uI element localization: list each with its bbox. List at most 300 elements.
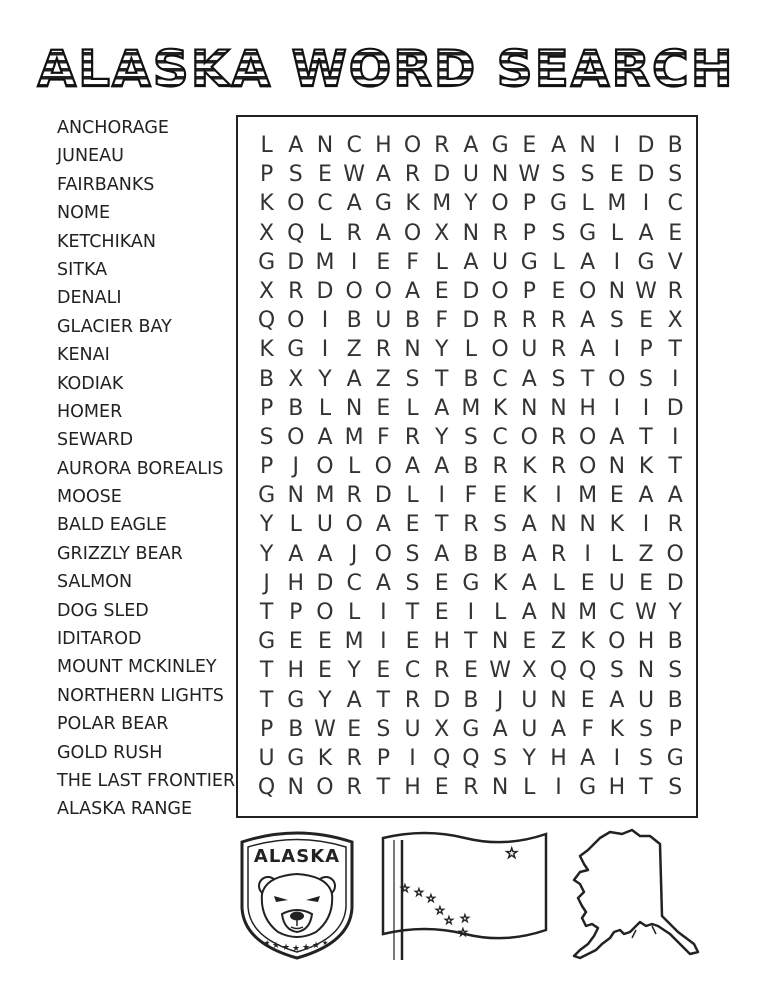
grid-letter[interactable]: O xyxy=(287,424,305,450)
grid-letter[interactable]: Q xyxy=(287,220,305,246)
grid-letter[interactable]: G xyxy=(258,249,276,275)
grid-letter[interactable]: E xyxy=(434,775,449,801)
grid-letter[interactable]: N xyxy=(287,775,305,801)
grid-letter[interactable]: S xyxy=(493,745,508,771)
grid-letter[interactable]: Q xyxy=(257,308,276,334)
grid-letter[interactable]: M xyxy=(461,395,481,421)
grid-letter[interactable]: Y xyxy=(668,600,682,625)
grid-letter[interactable]: D xyxy=(462,308,480,334)
grid-letter[interactable]: K xyxy=(492,395,508,421)
grid-letter[interactable]: D xyxy=(433,162,451,188)
grid-letter[interactable]: C xyxy=(346,133,362,158)
grid-letter[interactable]: O xyxy=(374,541,392,567)
grid-letter[interactable]: S xyxy=(405,570,420,596)
grid-letter[interactable]: L xyxy=(610,541,623,567)
grid-letter[interactable]: U xyxy=(608,570,625,596)
grid-letter[interactable]: S xyxy=(639,366,654,392)
grid-letter[interactable]: P xyxy=(289,600,303,625)
grid-letter[interactable]: I xyxy=(409,745,416,771)
grid-letter[interactable]: E xyxy=(318,162,332,188)
grid-letter[interactable]: S xyxy=(551,220,566,246)
grid-letter[interactable]: S xyxy=(405,366,420,392)
grid-letter[interactable]: T xyxy=(259,658,274,684)
grid-letter[interactable]: L xyxy=(435,249,448,275)
grid-letter[interactable]: K xyxy=(609,512,625,538)
grid-letter[interactable]: F xyxy=(581,716,594,742)
grid-letter[interactable]: N xyxy=(404,337,421,363)
grid-letter[interactable]: G xyxy=(549,191,567,217)
grid-letter[interactable]: H xyxy=(550,745,567,771)
grid-letter[interactable]: C xyxy=(667,191,683,217)
grid-letter[interactable]: W xyxy=(635,278,657,304)
grid-letter[interactable]: P xyxy=(522,220,536,246)
grid-letter[interactable]: X xyxy=(667,308,683,334)
grid-letter[interactable]: I xyxy=(642,395,650,421)
grid-letter[interactable]: U xyxy=(521,716,538,742)
grid-letter[interactable]: G xyxy=(491,133,509,158)
grid-letter[interactable]: Y xyxy=(522,745,536,771)
grid-letter[interactable]: F xyxy=(464,483,478,509)
grid-letter[interactable]: I xyxy=(613,395,621,421)
grid-letter[interactable]: S xyxy=(668,775,683,801)
grid-letter[interactable]: A xyxy=(521,366,537,392)
grid-letter[interactable]: W xyxy=(489,658,511,684)
grid-letter[interactable]: E xyxy=(288,629,303,655)
grid-letter[interactable]: N xyxy=(287,483,305,509)
grid-letter[interactable]: Y xyxy=(434,337,449,363)
grid-letter[interactable]: C xyxy=(404,658,421,684)
grid-letter[interactable]: E xyxy=(551,278,566,304)
grid-letter[interactable]: Z xyxy=(346,337,362,363)
grid-letter[interactable]: R xyxy=(492,308,508,334)
grid-letter[interactable]: G xyxy=(287,337,305,363)
grid-letter[interactable]: L xyxy=(348,454,361,480)
grid-letter[interactable]: R xyxy=(434,133,450,158)
grid-letter[interactable]: R xyxy=(550,337,567,363)
grid-letter[interactable]: W xyxy=(635,600,657,625)
grid-letter[interactable]: N xyxy=(462,220,480,246)
grid-letter[interactable]: M xyxy=(344,629,364,655)
grid-letter[interactable]: H xyxy=(579,395,596,421)
grid-letter[interactable]: I xyxy=(584,541,591,567)
grid-letter[interactable]: R xyxy=(667,278,683,304)
grid-letter[interactable]: Y xyxy=(259,512,274,538)
grid-letter[interactable]: R xyxy=(463,775,479,801)
grid-letter[interactable]: P xyxy=(522,278,536,304)
grid-letter[interactable]: G xyxy=(579,775,597,801)
grid-letter[interactable]: K xyxy=(405,191,420,217)
grid-letter[interactable]: N xyxy=(491,629,509,655)
grid-letter[interactable]: T xyxy=(259,687,274,713)
grid-letter[interactable]: L xyxy=(523,775,536,801)
grid-letter[interactable]: D xyxy=(287,249,305,275)
grid-letter[interactable]: G xyxy=(374,191,392,217)
grid-letter[interactable]: E xyxy=(609,162,624,188)
grid-letter[interactable]: N xyxy=(345,395,363,421)
grid-letter[interactable]: M xyxy=(578,600,598,625)
grid-letter[interactable]: N xyxy=(316,133,334,158)
grid-letter[interactable]: C xyxy=(346,570,362,596)
grid-letter[interactable]: A xyxy=(463,249,479,275)
grid-letter[interactable]: E xyxy=(463,658,478,684)
grid-letter[interactable]: S xyxy=(376,716,391,742)
grid-letter[interactable]: Q xyxy=(462,745,480,771)
grid-letter[interactable]: A xyxy=(288,133,304,158)
grid-letter[interactable]: B xyxy=(346,308,362,334)
grid-letter[interactable]: Q xyxy=(433,745,451,771)
grid-letter[interactable]: O xyxy=(287,191,305,217)
grid-letter[interactable]: L xyxy=(260,133,273,158)
grid-letter[interactable]: R xyxy=(404,162,421,188)
grid-letter[interactable]: S xyxy=(259,424,274,450)
grid-letter[interactable]: A xyxy=(375,512,391,538)
grid-letter[interactable]: U xyxy=(375,308,392,334)
grid-letter[interactable]: E xyxy=(522,629,537,655)
grid-letter[interactable]: U xyxy=(404,716,421,742)
grid-letter[interactable]: N xyxy=(550,600,567,625)
grid-letter[interactable]: O xyxy=(403,220,422,246)
grid-letter[interactable]: P xyxy=(259,395,274,421)
grid-letter[interactable]: O xyxy=(520,424,538,450)
grid-letter[interactable]: A xyxy=(346,191,362,217)
grid-letter[interactable]: B xyxy=(288,395,304,421)
grid-letter[interactable]: L xyxy=(464,337,478,363)
grid-letter[interactable]: K xyxy=(609,716,625,742)
grid-letter[interactable]: R xyxy=(550,454,567,480)
grid-letter[interactable]: Q xyxy=(549,658,568,684)
grid-letter[interactable]: L xyxy=(318,220,332,246)
grid-letter[interactable]: G xyxy=(579,220,597,246)
grid-letter[interactable]: D xyxy=(374,483,392,509)
grid-letter[interactable]: D xyxy=(666,570,684,596)
grid-letter[interactable]: O xyxy=(666,541,684,567)
grid-letter[interactable]: T xyxy=(639,424,653,450)
grid-letter[interactable]: A xyxy=(609,424,625,450)
grid-letter[interactable]: R xyxy=(434,658,450,684)
grid-letter[interactable]: X xyxy=(259,220,275,246)
grid-letter[interactable]: N xyxy=(521,395,538,421)
grid-letter[interactable]: L xyxy=(406,395,419,421)
grid-letter[interactable]: P xyxy=(522,191,536,217)
grid-letter[interactable]: G xyxy=(287,745,305,771)
grid-letter[interactable]: A xyxy=(580,249,596,275)
grid-letter[interactable]: L xyxy=(348,600,361,625)
grid-letter[interactable]: X xyxy=(521,658,537,684)
grid-letter[interactable]: C xyxy=(609,600,625,625)
grid-letter[interactable]: L xyxy=(552,249,565,275)
grid-letter[interactable]: S xyxy=(551,366,566,392)
grid-letter[interactable]: O xyxy=(316,775,334,801)
grid-letter[interactable]: K xyxy=(522,483,537,509)
grid-letter[interactable]: N xyxy=(579,512,596,538)
grid-letter[interactable]: A xyxy=(434,454,450,480)
grid-letter[interactable]: T xyxy=(580,366,595,392)
grid-letter[interactable]: E xyxy=(376,658,391,684)
grid-letter[interactable]: B xyxy=(463,687,479,713)
grid-letter[interactable]: R xyxy=(463,512,479,538)
grid-letter[interactable]: E xyxy=(347,716,362,742)
grid-letter[interactable]: O xyxy=(403,133,422,158)
grid-letter[interactable]: F xyxy=(406,249,419,275)
grid-letter[interactable]: I xyxy=(613,745,621,771)
grid-letter[interactable]: S xyxy=(463,424,478,450)
grid-letter[interactable]: B xyxy=(463,366,479,392)
grid-letter[interactable]: M xyxy=(344,424,364,450)
grid-letter[interactable]: A xyxy=(667,483,683,509)
grid-letter[interactable]: M xyxy=(315,249,335,275)
grid-letter[interactable]: G xyxy=(666,745,684,771)
grid-letter[interactable]: O xyxy=(374,454,392,480)
grid-letter[interactable]: E xyxy=(580,570,595,596)
grid-letter[interactable]: U xyxy=(637,687,655,713)
grid-letter[interactable]: G xyxy=(287,687,305,713)
grid-letter[interactable]: R xyxy=(550,308,567,334)
grid-letter[interactable]: H xyxy=(287,570,305,596)
grid-letter[interactable]: T xyxy=(376,775,391,801)
grid-letter[interactable]: A xyxy=(580,337,596,363)
grid-letter[interactable]: O xyxy=(578,454,597,480)
grid-letter[interactable]: H xyxy=(404,775,421,801)
grid-letter[interactable]: I xyxy=(555,483,562,509)
grid-letter[interactable]: I xyxy=(380,600,387,625)
grid-letter[interactable]: O xyxy=(316,600,334,625)
grid-letter[interactable]: I xyxy=(438,483,445,509)
grid-letter[interactable]: U xyxy=(521,337,538,363)
grid-letter[interactable]: M xyxy=(578,483,598,509)
grid-letter[interactable]: Z xyxy=(550,629,566,655)
grid-letter[interactable]: E xyxy=(609,483,624,509)
grid-letter[interactable]: E xyxy=(493,483,508,509)
grid-letter[interactable]: E xyxy=(639,570,653,596)
grid-letter[interactable]: B xyxy=(288,716,304,742)
grid-letter[interactable]: L xyxy=(406,483,419,509)
grid-letter[interactable]: E xyxy=(318,629,332,655)
grid-letter[interactable]: W xyxy=(343,162,366,188)
grid-letter[interactable]: K xyxy=(317,745,333,771)
grid-letter[interactable]: P xyxy=(668,716,682,742)
grid-letter[interactable]: A xyxy=(580,308,596,334)
grid-letter[interactable]: E xyxy=(376,395,391,421)
grid-letter[interactable]: A xyxy=(375,570,391,596)
grid-letter[interactable]: O xyxy=(608,366,626,392)
grid-letter[interactable]: O xyxy=(287,308,305,334)
grid-letter[interactable]: M xyxy=(432,191,452,217)
grid-letter[interactable]: A xyxy=(580,745,596,771)
grid-letter[interactable]: Y xyxy=(464,191,478,217)
grid-letter[interactable]: E xyxy=(376,249,391,275)
grid-letter[interactable]: B xyxy=(404,308,421,334)
grid-letter[interactable]: R xyxy=(346,220,362,246)
grid-letter[interactable]: E xyxy=(405,512,420,538)
grid-letter[interactable]: C xyxy=(317,191,333,217)
grid-letter[interactable]: S xyxy=(639,716,654,742)
grid-letter[interactable]: W xyxy=(518,162,541,188)
grid-letter[interactable]: L xyxy=(493,600,507,625)
grid-letter[interactable]: C xyxy=(492,424,508,450)
grid-letter[interactable]: T xyxy=(668,454,682,480)
grid-letter[interactable]: A xyxy=(521,512,537,538)
grid-letter[interactable]: N xyxy=(608,278,626,304)
grid-letter[interactable]: S xyxy=(580,162,595,188)
grid-letter[interactable]: A xyxy=(550,716,566,742)
grid-letter[interactable]: K xyxy=(259,191,274,217)
grid-letter[interactable]: A xyxy=(521,541,537,567)
grid-letter[interactable]: G xyxy=(520,249,538,275)
grid-letter[interactable]: A xyxy=(638,483,654,509)
grid-letter[interactable]: B xyxy=(667,687,683,713)
grid-letter[interactable]: A xyxy=(434,541,450,567)
grid-letter[interactable]: R xyxy=(346,483,362,509)
grid-letter[interactable]: A xyxy=(317,541,333,567)
grid-letter[interactable]: T xyxy=(259,600,274,625)
grid-letter[interactable]: O xyxy=(491,191,509,217)
grid-letter[interactable]: R xyxy=(550,424,567,450)
grid-letter[interactable]: L xyxy=(552,570,565,596)
grid-letter[interactable]: B xyxy=(259,366,275,392)
grid-letter[interactable]: N xyxy=(608,454,626,480)
grid-letter[interactable]: B xyxy=(667,629,683,655)
grid-letter[interactable]: A xyxy=(609,687,625,713)
grid-letter[interactable]: O xyxy=(578,278,597,304)
grid-letter[interactable]: A xyxy=(405,278,421,304)
grid-letter[interactable]: I xyxy=(467,600,475,625)
grid-letter[interactable]: H xyxy=(375,133,392,158)
grid-letter[interactable]: R xyxy=(404,424,421,450)
grid-letter[interactable]: B xyxy=(492,541,508,567)
grid-letter[interactable]: S xyxy=(639,745,654,771)
grid-letter[interactable]: R xyxy=(404,687,421,713)
grid-letter[interactable]: A xyxy=(550,133,566,158)
grid-letter[interactable]: Z xyxy=(375,366,391,392)
grid-letter[interactable]: A xyxy=(346,687,362,713)
grid-letter[interactable]: I xyxy=(613,337,621,363)
grid-letter[interactable]: L xyxy=(289,512,302,538)
grid-letter[interactable]: A xyxy=(463,133,479,158)
grid-letter[interactable]: I xyxy=(350,249,358,275)
grid-letter[interactable]: I xyxy=(555,775,562,801)
grid-letter[interactable]: O xyxy=(345,512,363,538)
grid-letter[interactable]: G xyxy=(462,716,480,742)
grid-letter[interactable]: K xyxy=(638,454,654,480)
grid-letter[interactable]: R xyxy=(346,775,362,801)
grid-letter[interactable]: P xyxy=(259,716,274,742)
grid-letter[interactable]: R xyxy=(346,745,362,771)
grid-letter[interactable]: A xyxy=(521,570,537,596)
grid-letter[interactable]: Z xyxy=(638,541,654,567)
grid-letter[interactable]: B xyxy=(463,454,479,480)
grid-letter[interactable]: N xyxy=(550,395,567,421)
grid-letter[interactable]: T xyxy=(434,366,449,392)
grid-letter[interactable]: A xyxy=(375,220,391,246)
grid-letter[interactable]: R xyxy=(492,220,508,246)
grid-letter[interactable]: O xyxy=(491,337,509,363)
grid-letter[interactable]: X xyxy=(434,716,450,742)
grid-letter[interactable]: A xyxy=(521,600,537,625)
grid-letter[interactable]: N xyxy=(637,658,655,684)
grid-letter[interactable]: A xyxy=(434,395,450,421)
grid-letter[interactable]: C xyxy=(492,366,508,392)
grid-letter[interactable]: D xyxy=(666,395,684,421)
grid-letter[interactable]: E xyxy=(668,220,683,246)
grid-letter[interactable]: G xyxy=(258,483,276,509)
grid-letter[interactable]: A xyxy=(638,220,654,246)
grid-letter[interactable]: T xyxy=(434,512,449,538)
grid-letter[interactable]: J xyxy=(350,541,358,567)
grid-letter[interactable]: K xyxy=(492,570,508,596)
grid-letter[interactable]: S xyxy=(609,308,624,334)
grid-letter[interactable]: S xyxy=(551,162,566,188)
grid-letter[interactable]: B xyxy=(667,133,683,158)
grid-letter[interactable]: Y xyxy=(318,366,332,392)
grid-letter[interactable]: M xyxy=(607,191,627,217)
grid-letter[interactable]: Y xyxy=(318,687,332,713)
grid-letter[interactable]: Y xyxy=(259,541,274,567)
grid-letter[interactable]: L xyxy=(581,191,594,217)
grid-letter[interactable]: G xyxy=(462,570,480,596)
grid-letter[interactable]: T xyxy=(668,337,682,363)
grid-letter[interactable]: L xyxy=(318,395,332,421)
grid-letter[interactable]: Q xyxy=(257,775,276,801)
grid-letter[interactable]: G xyxy=(258,629,276,655)
grid-letter[interactable]: K xyxy=(580,629,595,655)
grid-letter[interactable]: I xyxy=(671,366,679,392)
grid-letter[interactable]: P xyxy=(376,745,390,771)
grid-letter[interactable]: L xyxy=(610,220,623,246)
grid-letter[interactable]: H xyxy=(608,775,626,801)
grid-letter[interactable]: R xyxy=(492,454,508,480)
grid-letter[interactable]: I xyxy=(671,424,679,450)
grid-letter[interactable]: O xyxy=(578,424,597,450)
grid-letter[interactable]: X xyxy=(434,220,450,246)
grid-letter[interactable]: N xyxy=(491,775,509,801)
grid-letter[interactable]: W xyxy=(314,716,336,742)
grid-letter[interactable]: T xyxy=(376,687,391,713)
grid-letter[interactable]: T xyxy=(639,775,653,801)
grid-letter[interactable]: H xyxy=(433,629,450,655)
grid-letter[interactable]: P xyxy=(259,162,274,188)
grid-letter[interactable]: P xyxy=(259,454,274,480)
grid-letter[interactable]: H xyxy=(287,658,305,684)
grid-letter[interactable]: I xyxy=(613,133,621,158)
grid-letter[interactable]: R xyxy=(667,512,683,538)
grid-letter[interactable]: T xyxy=(405,600,420,625)
grid-letter[interactable]: S xyxy=(668,162,683,188)
grid-letter[interactable]: D xyxy=(316,570,334,596)
grid-letter[interactable]: F xyxy=(377,424,390,450)
grid-letter[interactable]: M xyxy=(315,483,335,509)
grid-letter[interactable]: E xyxy=(434,278,449,304)
grid-letter[interactable]: E xyxy=(405,629,420,655)
grid-letter[interactable]: D xyxy=(433,687,451,713)
grid-letter[interactable]: X xyxy=(288,366,304,392)
grid-letter[interactable]: R xyxy=(521,308,537,334)
grid-letter[interactable]: X xyxy=(259,278,275,304)
grid-letter[interactable]: O xyxy=(491,278,509,304)
grid-letter[interactable]: N xyxy=(550,687,567,713)
grid-letter[interactable]: U xyxy=(258,745,275,771)
grid-letter[interactable]: I xyxy=(642,512,650,538)
grid-letter[interactable]: R xyxy=(375,337,391,363)
grid-letter[interactable]: N xyxy=(550,512,567,538)
grid-letter[interactable]: H xyxy=(637,629,655,655)
grid-letter[interactable]: G xyxy=(637,249,655,275)
grid-letter[interactable]: I xyxy=(613,249,621,275)
grid-letter[interactable]: D xyxy=(637,133,655,158)
grid-letter[interactable]: B xyxy=(463,541,479,567)
grid-letter[interactable]: E xyxy=(639,308,653,334)
grid-letter[interactable]: Y xyxy=(434,424,449,450)
grid-letter[interactable]: O xyxy=(608,629,626,655)
